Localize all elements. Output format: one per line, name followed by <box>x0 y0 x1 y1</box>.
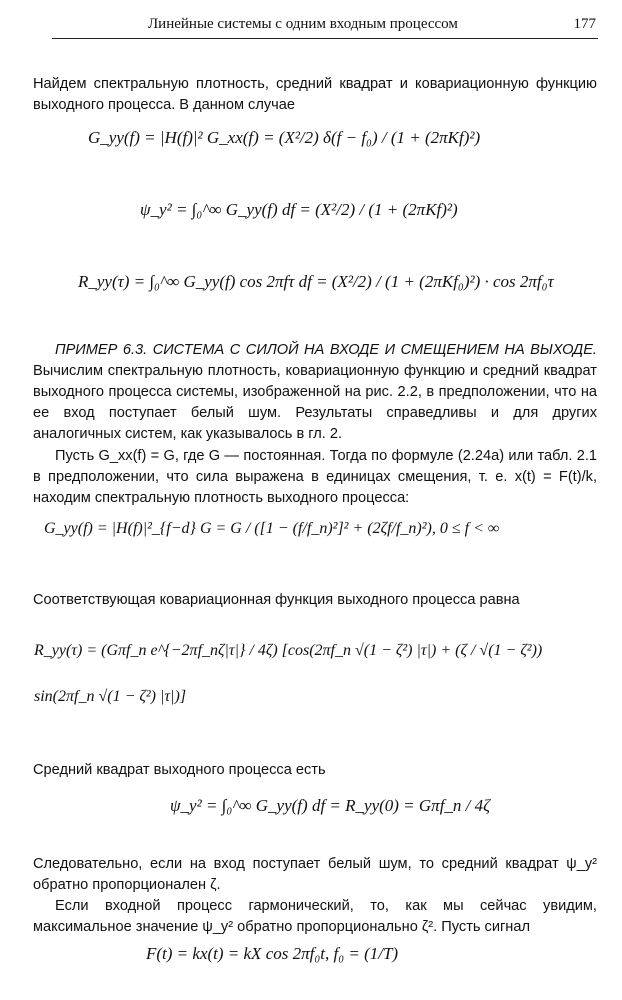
equation-6-text: ψ_y² = ∫₀^∞ G_yy(f) df = R_yy(0) = Gπf_n / 4ζ <box>170 796 491 815</box>
equation-4 <box>44 520 499 538</box>
equation-2-text: ψ_y² = ∫₀^∞ G_yy(f) df = (X²/2) / (1 + (2πKf)²) <box>140 200 458 219</box>
intro-text: Найдем спектральную плотность, средний квадрат и ковариационную функцию выходного процесса. В данном случае <box>33 76 597 113</box>
equation-2 <box>140 200 458 220</box>
page-number: 177 <box>573 16 596 32</box>
let-gxx-text: Пусть G_xx(f) = G, где G — постоянная. Тогда по формуле (2.24a) или табл. 2.1 в предположении, что сила выражена в единицах смещения, т. е. x(t) = F(t)/k, находим спектральную плотность выходного процесса: <box>33 448 597 506</box>
running-header <box>52 14 598 39</box>
equation-6 <box>170 796 490 816</box>
white-noise-text: Следовательно, если на вход поступает белый шум, то средний квадрат ψ_y² обратно пропорционален ζ. <box>33 856 597 893</box>
cov-intro-text: Соответствующая ковариационная функция выходного процесса равна <box>33 592 520 608</box>
example-body: Вычислим спектральную плотность, ковариационную функцию и средний квадрат выходного процесса системы, изображенной на рис. 2.2, в предположении, что на ее вход поступает белый шум. Результаты справедливы и для других аналогичных систем, как указывалось в гл. 2. <box>33 363 597 442</box>
equation-7-text: F(t) = kx(t) = kX cos 2πf₀t, f₀ = (1/T) <box>146 944 399 963</box>
equation-1 <box>88 128 480 148</box>
equation-5 <box>34 628 594 720</box>
equation-1-text: G_yy(f) = |H(f)|² G_xx(f) = (X²/2) δ(f − f₀) / (1 + (2πKf)²) <box>88 128 481 147</box>
example-title: ПРИМЕР 6.3. СИСТЕМА С СИЛОЙ НА ВХОДЕ И СМЕЩЕНИЕМ НА ВЫХОДЕ. <box>55 342 597 358</box>
paragraph-intro <box>33 74 597 116</box>
equation-7 <box>146 944 398 964</box>
header-title: Линейные системы с одним входным процессом <box>148 16 458 32</box>
paragraph-white-noise <box>33 854 597 896</box>
mean-square-intro-text: Средний квадрат выходного процесса есть <box>33 762 326 778</box>
paragraph-cov <box>33 590 597 611</box>
equation-3 <box>78 272 554 292</box>
paragraph-let-gxx <box>33 446 597 509</box>
equation-3-text: R_yy(τ) = ∫₀^∞ G_yy(f) cos 2πfτ df = (X²/2) / (1 + (2πKf₀)²) · cos 2πf₀τ <box>78 272 554 291</box>
paragraph-harmonic <box>33 896 597 938</box>
equation-5-text: R_yy(τ) = (Gπf_n e^{−2πf_nζ|τ|} / 4ζ) [cos(2πf_n √(1 − ζ²) |τ|) + (ζ / √(1 − ζ²)) sin(2πf_n √(1 − ζ²) |τ|)] <box>34 642 543 705</box>
paragraph-example <box>33 340 597 445</box>
equation-4-text: G_yy(f) = |H(f)|²_{f−d} G = G / ([1 − (f/f_n)²]² + (2ζf/f_n)²), 0 ≤ f < ∞ <box>44 520 500 537</box>
paragraph-mean-square <box>33 760 597 781</box>
harmonic-text: Если входной процесс гармонический, то, как мы сейчас увидим, максимальное значение ψ_y² обратно пропорционально ζ². Пусть сигнал <box>33 898 597 935</box>
